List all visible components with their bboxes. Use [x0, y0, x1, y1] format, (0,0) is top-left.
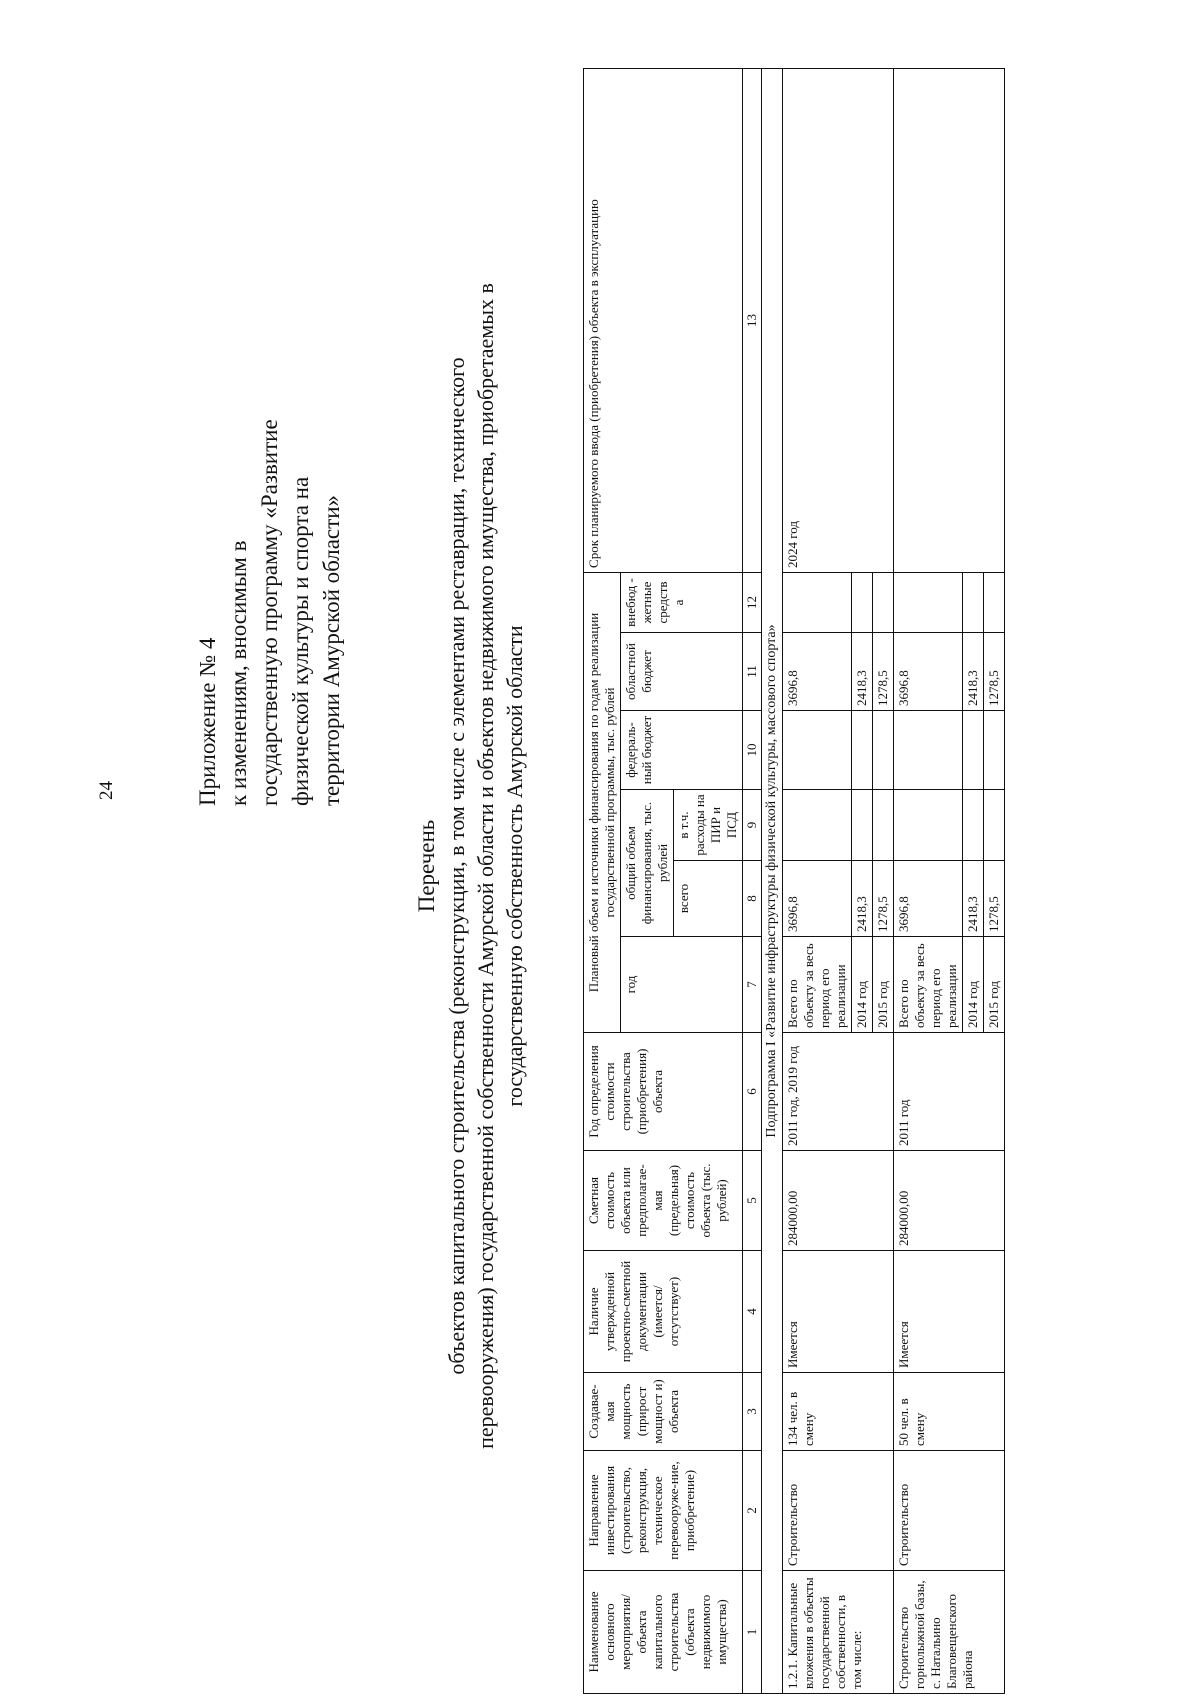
row2-total-federal — [894, 711, 963, 790]
row1-cost-year: 2011 год, 2019 год — [783, 1033, 894, 1151]
row2-year-all: 2418,3 — [963, 861, 984, 937]
row1-year-federal — [873, 711, 894, 790]
header-total-group: общий объем финансирования, тыс. рублей — [621, 790, 674, 937]
column-number: 6 — [743, 1033, 762, 1151]
row1-capacity: 134 чел. в смену — [783, 1373, 894, 1451]
appendix-line: Приложение № 4 — [195, 637, 220, 806]
row1-name: 1.2.1. Капитальные вложения в объекты государственной собственности, в том числе: — [783, 1571, 894, 1694]
row2-cost-year: 2011 год — [894, 1033, 1005, 1151]
appendix-line: физической культуры и спорта на — [288, 476, 313, 806]
row1-year-federal — [852, 711, 873, 790]
header-name: Наименование основного мероприятия/ объекта капитального строительства (объекта недвижимого имущества) — [584, 1571, 743, 1694]
row2-total-extrabudget — [894, 572, 963, 632]
row1-year-all: 1278,5 — [873, 861, 894, 937]
row2-deadline — [894, 68, 1005, 572]
row1-year: 2015 год — [873, 937, 894, 1033]
row1-year-extrabudget — [852, 572, 873, 632]
row2-direction: Строительство — [894, 1451, 1005, 1571]
row2-year-regional: 1278,5 — [984, 633, 1005, 711]
document-title — [412, 146, 529, 1586]
row2-total-all: 3696,8 — [894, 861, 963, 937]
title-heading: Перечень — [414, 819, 439, 913]
row1-year: 2014 год — [852, 937, 873, 1033]
header-deadline: Срок планируемого ввода (приобретения) объекта в эксплуатацию — [584, 68, 743, 572]
row1-year-extrabudget — [873, 572, 894, 632]
header-extrabudget: внебюд - жетные средств а — [621, 572, 743, 632]
column-number: 4 — [743, 1251, 762, 1373]
row1-total-extrabudget — [783, 572, 852, 632]
row2-docs: Имеется — [894, 1251, 1005, 1373]
header-year: год — [621, 937, 743, 1033]
column-number: 9 — [743, 790, 762, 861]
row2-year-pir — [984, 790, 1005, 861]
row1-year-regional: 2418,3 — [852, 633, 873, 711]
row1-docs: Имеется — [783, 1251, 894, 1373]
title-line: государственную собственность Амурской области — [502, 625, 527, 1107]
header-cost-year: Год определения стоимости строительства (приобретения) объекта — [584, 1033, 743, 1151]
appendix-note — [192, 419, 347, 806]
row2-total-label: Всего по объекту за весь период его реализации — [894, 937, 963, 1033]
column-number: 1 — [743, 1571, 762, 1694]
subprogram-row: Подпрограмма I «Развитие инфраструктуры физической культуры, массового спорта» — [762, 68, 783, 1693]
column-number: 5 — [743, 1151, 762, 1251]
row2-year: 2015 год — [984, 937, 1005, 1033]
row1-total-all: 3696,8 — [783, 861, 852, 937]
column-number: 8 — [743, 861, 762, 937]
page-number: 24 — [96, 781, 117, 800]
header-direction: Направление инвестирования (строительство, реконструкция, техническое перевооруже-ние, приобретение) — [584, 1451, 743, 1571]
row2-capacity: 50 чел. в смену — [894, 1373, 1005, 1451]
row2-year-federal — [984, 711, 1005, 790]
capital-objects-table — [583, 68, 1005, 1694]
header-total: всего — [674, 861, 743, 937]
appendix-line: территории Амурской области» — [319, 494, 344, 806]
row1-year-pir — [852, 790, 873, 861]
row2-name: Строительство горнолыжной базы, с. Натальино Благовещенского района — [894, 1571, 1005, 1694]
row2-year-all: 1278,5 — [984, 861, 1005, 937]
row2-year: 2014 год — [963, 937, 984, 1033]
row2-year-pir — [963, 790, 984, 861]
row1-total-pir — [783, 790, 852, 861]
appendix-line: к изменениям, вносимым в — [226, 540, 251, 806]
row1-total-federal — [783, 711, 852, 790]
row2-total-pir — [894, 790, 963, 861]
title-line: объектов капитального строительства (реконструкции, в том числе с элементами реставрации, технического — [444, 357, 469, 1375]
appendix-line: государственную программу «Развитие — [257, 419, 282, 806]
row1-year-all: 2418,3 — [852, 861, 873, 937]
title-line: перевооружения) государственной собственности Амурской области и объектов недвижимого имущества, приобретаемых в — [473, 283, 498, 1449]
row1-year-regional: 1278,5 — [873, 633, 894, 711]
header-regional: областной бюджет — [621, 633, 743, 711]
header-capacity: Создавае-мая мощность (прирост мощност и) объекта — [584, 1373, 743, 1451]
column-number: 2 — [743, 1451, 762, 1571]
row1-total-regional: 3696,8 — [783, 633, 852, 711]
header-pir: в т.ч. расходы на ПИР и ПСД — [674, 790, 743, 861]
row1-total-label: Всего по объекту за весь период его реализации — [783, 937, 852, 1033]
column-number: 12 — [743, 572, 762, 632]
row1-year-pir — [873, 790, 894, 861]
header-cost: Сметная стоимость объекта или предполагае-мая (предельная) стоимость объекта (тыс. рублей) — [584, 1151, 743, 1251]
column-number: 10 — [743, 711, 762, 790]
row1-cost: 284000,00 — [783, 1151, 894, 1251]
header-federal: федераль-ный бюджет — [621, 711, 743, 790]
row2-cost: 284000,00 — [894, 1151, 1005, 1251]
row2-total-regional: 3696,8 — [894, 633, 963, 711]
column-number: 7 — [743, 937, 762, 1033]
row1-direction: Строительство — [783, 1451, 894, 1571]
row2-year-federal — [963, 711, 984, 790]
header-plan: Плановый объем и источники финансирования по годам реализации государственной программы, тыс. рублей — [584, 572, 621, 1032]
row1-deadline: 2024 год — [783, 68, 894, 572]
column-number: 3 — [743, 1373, 762, 1451]
column-number: 11 — [743, 633, 762, 711]
header-docs: Наличие утвержденной проектно-сметной документации (имеется/ отсутствует) — [584, 1251, 743, 1373]
row2-year-extrabudget — [984, 572, 1005, 632]
row2-year-regional: 2418,3 — [963, 633, 984, 711]
row2-year-extrabudget — [963, 572, 984, 632]
column-number: 13 — [743, 68, 762, 572]
